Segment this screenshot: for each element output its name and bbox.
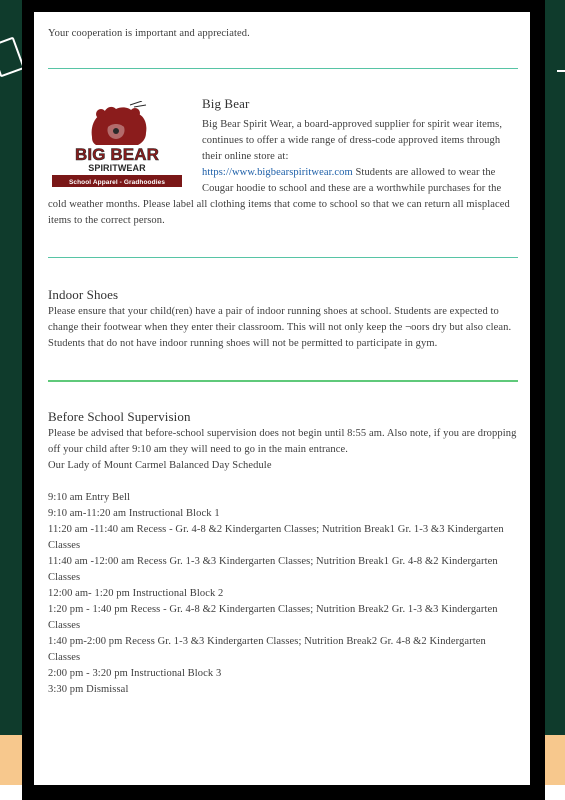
schedule-list — [48, 490, 518, 698]
schedule-item: 9:10 am-11:20 am Instructional Block 1 — [48, 508, 220, 519]
big-bear-logo — [50, 101, 184, 189]
background-accent — [0, 735, 22, 785]
background-left-panel — [0, 0, 22, 800]
frame-border — [22, 0, 34, 800]
frame-border — [530, 0, 545, 800]
indoor-shoes-section — [48, 286, 518, 352]
schedule-item: 1:40 pm-2:00 pm Recess Gr. 1-3 &3 Kindergarten Classes; Nutrition Break2 Gr. 4-8 &2 Kindergarten Classes — [48, 636, 486, 663]
background-accent — [545, 735, 565, 785]
schedule-item: 3:30 pm Dismissal — [48, 684, 129, 695]
indoor-shoes-body: Please ensure that your child(ren) have a pair of indoor running shoes at school. Students are expected to change their footwear when they enter their classroom. This will not only keep the ¬oors dry but also clean. Students that do not have indoor running shoes will not be permitted to participate in gym. — [48, 306, 512, 349]
section-divider — [48, 257, 518, 258]
logo-line1: BIG BEAR — [75, 145, 159, 164]
bear-logo-icon — [50, 101, 184, 189]
logo-tagline: School Apparel - Gradhoodies — [68, 179, 166, 186]
newsletter-content[interactable] — [48, 26, 518, 698]
supervision-section — [48, 408, 518, 698]
schedule-item: 9:10 am Entry Bell — [48, 492, 130, 503]
schedule-item: 2:00 pm - 3:20 pm Instructional Block 3 — [48, 668, 222, 679]
schedule-item: 11:20 am -11:40 am Recess - Gr. 4-8 &2 Kindergarten Classes; Nutrition Break1 Gr. 1-3 &3 Kindergarten Classes — [48, 524, 504, 551]
big-bear-title: Big Bear — [202, 96, 250, 111]
supervision-body: Please be advised that before-school supervision does not begin until 8:55 am. Also note, if you are dropping off your child after 9:10 am they will need to go in the main entrance. — [48, 428, 517, 455]
spiritwear-link[interactable]: https://www.bigbearspiritwear.com — [202, 167, 353, 178]
indoor-shoes-title: Indoor Shoes — [48, 287, 119, 302]
supervision-title: Before School Supervision — [48, 409, 191, 424]
schedule-item: 11:40 am -12:00 am Recess Gr. 1-3 &3 Kindergarten Classes; Nutrition Break1 Gr. 4-8 &2 Kindergarten Classes — [48, 556, 498, 583]
chalk-doodle-icon — [557, 70, 565, 80]
schedule-title: Our Lady of Mount Carmel Balanced Day Schedule — [48, 460, 272, 471]
frame-border — [22, 0, 545, 12]
schedule-item: 1:20 pm - 1:40 pm Recess - Gr. 4-8 &2 Kindergarten Classes; Nutrition Break2 Gr. 1-3 &3 Kindergarten Classes — [48, 604, 498, 631]
big-bear-body: Big Bear Spirit Wear, a board-approved supplier for spirit wear items, continues to offer a wide range of dress-code approved items through their online store at: https://www.bigbearspiritwear.com Students are allowed to wear the Cougar hoodie to school and these are a worthwhile purchases for the cold weather months. Please label all clothing items that come to school so that we can return all misplaced items to the correct person. — [48, 119, 510, 226]
section-divider — [48, 68, 518, 69]
logo-line2: SPIRITWEAR — [88, 163, 146, 173]
big-bear-section — [48, 95, 518, 229]
background-right-panel — [545, 0, 565, 800]
schedule-item: 12:00 am- 1:20 pm Instructional Block 2 — [48, 588, 224, 599]
section-divider — [48, 380, 518, 382]
intro-text: Your cooperation is important and appreciated. — [48, 28, 250, 39]
frame-border — [22, 785, 545, 800]
